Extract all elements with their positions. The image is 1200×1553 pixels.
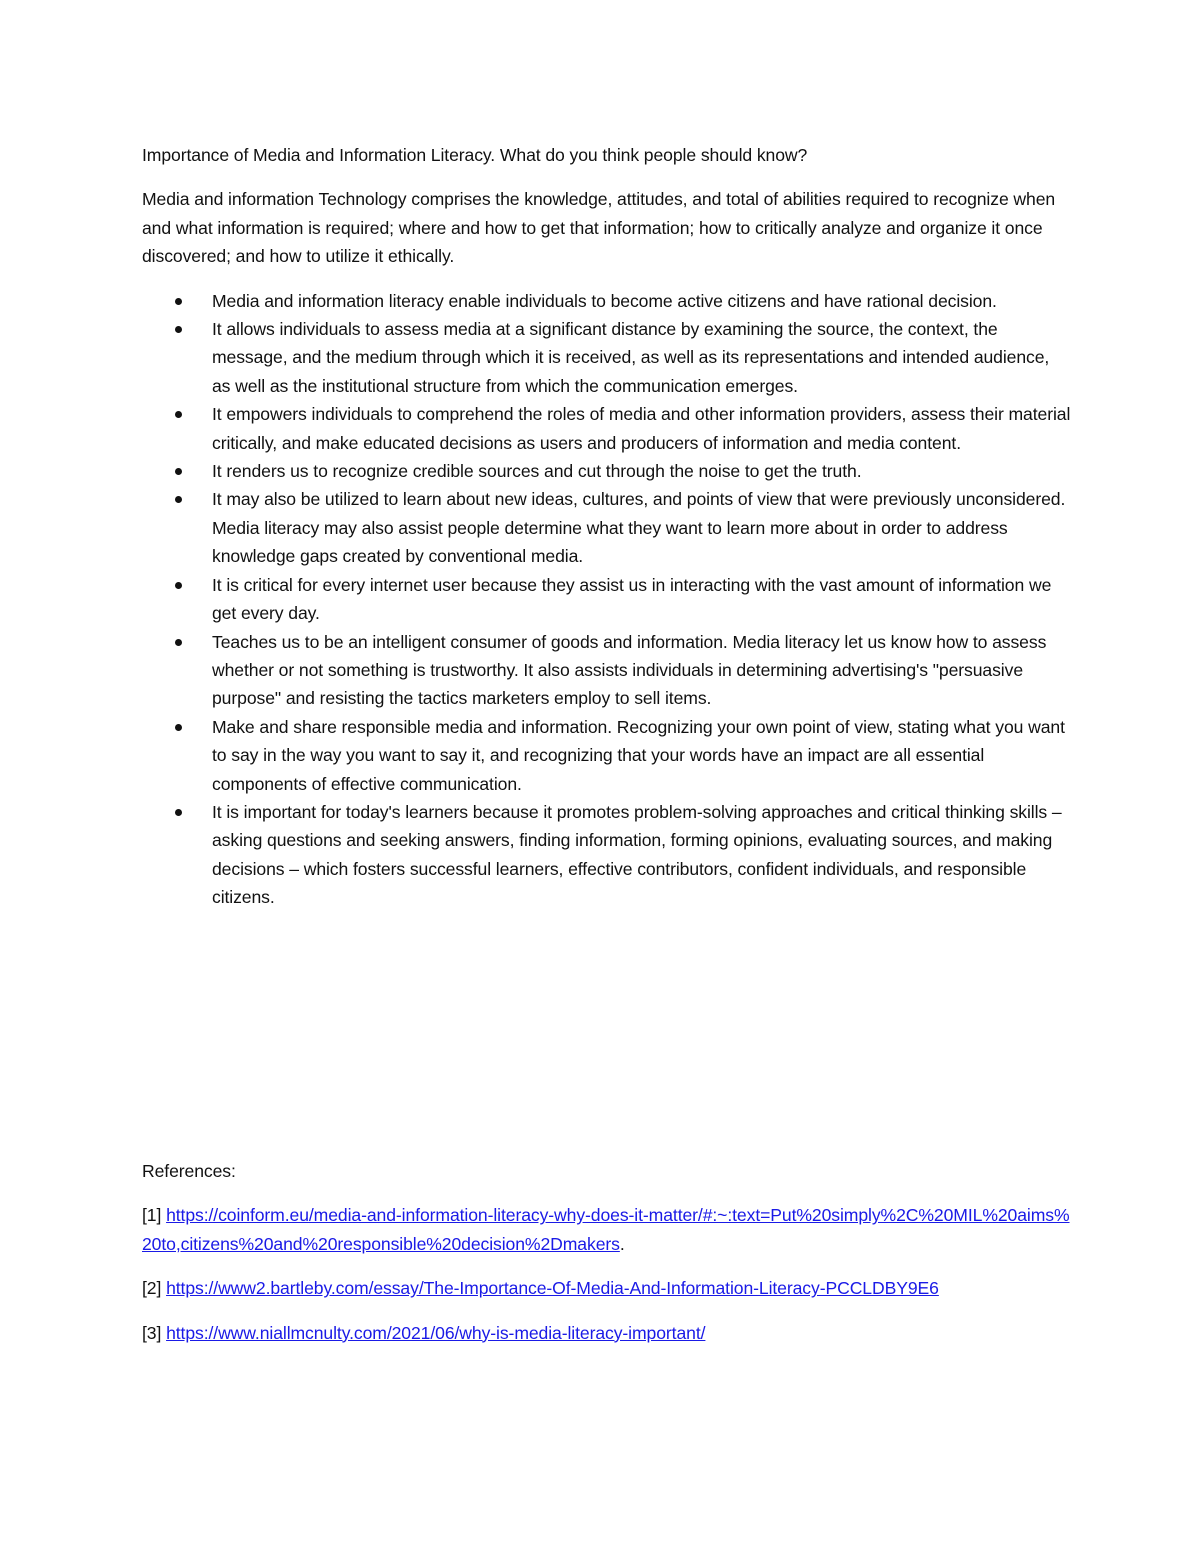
list-item-text: Make and share responsible media and information. Recognizing your own point of view, stating what you want to say in the way you want to say it, and recognizing that your words have an impact are all essential components of effective communication. — [212, 716, 1065, 794]
list-item — [142, 713, 1072, 798]
reference-link-2[interactable]: https://www2.bartleby.com/essay/The-Importance-Of-Media-And-Information-Literacy-PCCLDBY9E6 — [166, 1278, 939, 1299]
bullet-icon — [175, 411, 182, 418]
list-item — [142, 457, 1072, 485]
references-heading: References: — [142, 1161, 236, 1181]
list-item-text: It may also be utilized to learn about new ideas, cultures, and points of view that were previously unconsidered. Media literacy may also assist people determine what they want to learn more about in order to address knowledge gaps created by conventional media. — [212, 489, 1066, 567]
intro-paragraph: Media and information Technology comprises the knowledge, attitudes, and total of abilities required to recognize when and what information is required; where and how to get that information; how to critically analyze and organize it once discovered; and how to utilize it ethically. — [142, 189, 1056, 267]
list-item — [142, 798, 1072, 912]
list-item-text: Media and information literacy enable individuals to become active citizens and have rational decision. — [212, 290, 997, 311]
list-item — [142, 571, 1072, 628]
bullet-icon — [175, 809, 182, 816]
list-item-text: It is important for today's learners because it promotes problem-solving approaches and critical thinking skills – asking questions and seeking answers, finding information, forming opinions, evaluating sources, and making decisions – which fosters successful learners, effective contributors, confident individuals, and responsible citizens. — [212, 801, 1062, 908]
reference-link-3[interactable]: https://www.niallmcnulty.com/2021/06/why-is-media-literacy-important/ — [166, 1322, 706, 1343]
reference-item-1 — [142, 1201, 1072, 1258]
list-item-text: It renders us to recognize credible sources and cut through the noise to get the truth. — [212, 461, 862, 482]
list-item-text: It empowers individuals to comprehend the roles of media and other information providers, assess their material critically, and make educated decisions as users and producers of information and media content. — [212, 404, 1071, 453]
references-section — [142, 1157, 1072, 1363]
list-item — [142, 287, 1072, 315]
list-item-text: It allows individuals to assess media at a significant distance by examining the source, the context, the message, and the medium through which it is received, as well as its representations and intended audience, as well as the institutional structure from which the communication emerges. — [212, 319, 1050, 396]
reference-item-3 — [142, 1319, 1072, 1347]
bullet-icon — [175, 639, 182, 646]
list-item — [142, 315, 1072, 400]
list-item — [142, 400, 1072, 457]
reference-link-1[interactable]: https://coinform.eu/media-and-information-literacy-why-does-it-matter/#:~:text=Put%20simply%2C%20MIL%20aims%20to,citizens%20and%20responsible%20decision%2Dmakers — [142, 1205, 1070, 1254]
bullet-icon — [175, 298, 182, 305]
bullet-icon — [175, 582, 182, 589]
question-heading: Importance of Media and Information Literacy. What do you think people should know? — [142, 145, 808, 165]
reference-label: [2] — [142, 1278, 162, 1299]
reference-item-2 — [142, 1274, 1072, 1302]
bullet-icon — [175, 468, 182, 475]
reference-suffix: . — [619, 1233, 625, 1254]
list-item — [142, 628, 1072, 713]
bullet-icon — [175, 496, 182, 503]
document-body — [142, 141, 1072, 912]
bullet-icon — [175, 326, 182, 333]
bullet-icon — [175, 724, 182, 731]
list-item — [142, 485, 1072, 570]
reference-label: [3] — [142, 1322, 162, 1343]
bullet-list — [142, 287, 1072, 912]
reference-label: [1] — [142, 1205, 162, 1226]
list-item-text: It is critical for every internet user because they assist us in interacting with the vast amount of information we get every day. — [212, 574, 1052, 624]
list-item-text: Teaches us to be an intelligent consumer of goods and information. Media literacy let us know how to assess whether or not something is trustworthy. It also assists individuals in determining advertising's "persuasive purpose" and resisting the tactics marketers employ to sell items. — [212, 631, 1047, 709]
